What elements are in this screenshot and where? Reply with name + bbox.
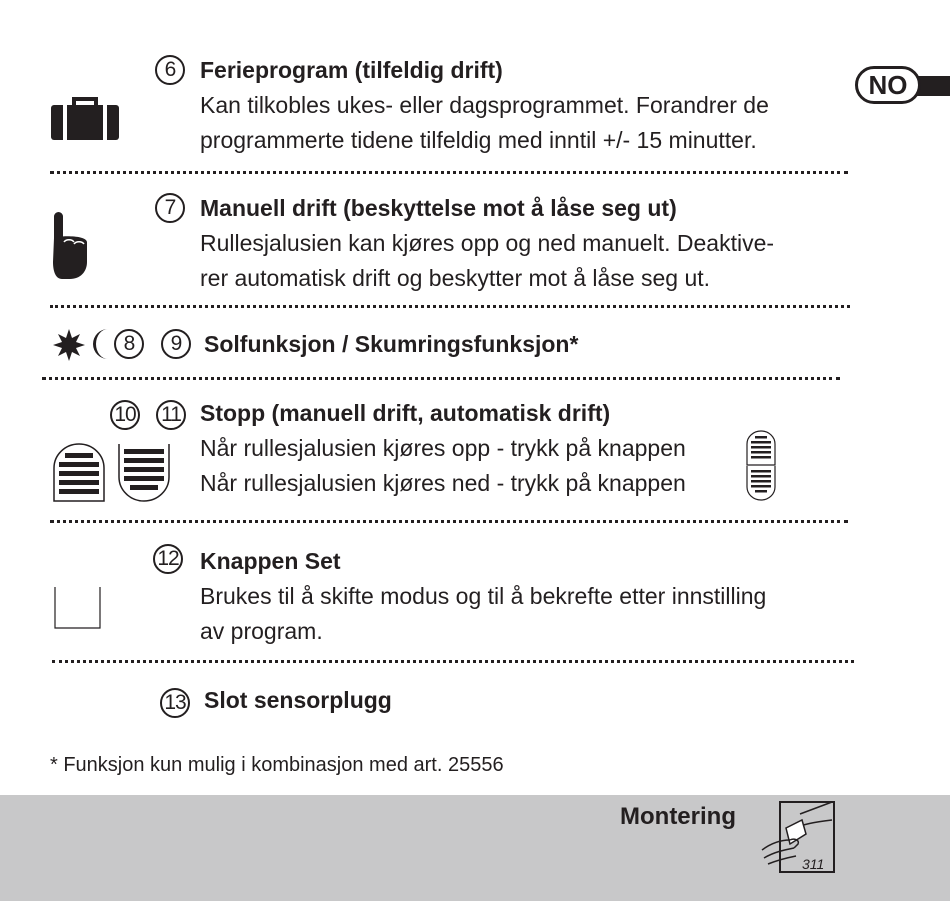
up-button-small-icon [746,430,776,466]
section-text-line: programmerte tidene tilfeldig med inntil +/- 15 minutter. [200,127,757,153]
up-button-icon [53,443,105,503]
pointing-hand-icon [50,212,90,280]
item-number: 9 [161,329,191,359]
section-title: Stopp (manuell drift, automatisk drift) [200,400,611,426]
dotted-divider [50,171,848,174]
section-text-line: Brukes til å skifte modus og til å bekrefte etter innstilling [200,583,767,609]
suitcase-icon [50,96,120,141]
mounting-icon [760,800,836,874]
footnote: * Funksjon kun mulig i kombinasjon med art. 25556 [50,754,504,776]
section-title: Knappen Set [200,548,341,574]
section-text-line: Kan tilkobles ukes- eller dagsprogrammet. Forandrer de [200,92,769,118]
down-button-small-icon [746,465,776,501]
moon-icon [88,327,112,361]
dotted-divider [50,305,850,308]
item-number: 12 [153,544,183,574]
section-title: Solfunksjon / Skumringsfunksjon* [204,331,579,357]
down-button-icon [118,443,170,503]
footer-section-title: Montering [620,803,736,830]
section-text-line: Når rullesjalusien kjøres opp - trykk på knappen [200,435,686,461]
section-text-line: Rullesjalusien kan kjøres opp og ned manuelt. Deaktive- [200,230,775,256]
section-title: Slot sensorplugg [204,687,392,713]
item-number: 11 [156,400,186,430]
item-number: 6 [155,55,185,85]
item-number: 10 [110,400,140,430]
page-number: 311 [802,856,825,872]
section-title: Ferieprogram (tilfeldig drift) [200,57,503,83]
dotted-divider [42,377,840,380]
sun-icon [52,328,86,362]
section-text-line: rer automatisk drift og beskytter mot å låse seg ut. [200,265,711,291]
item-number: 7 [155,193,185,223]
section-title: Manuell drift (beskyttelse mot å låse seg ut) [200,195,677,221]
language-badge: NO [855,66,921,104]
dotted-divider [50,520,848,523]
section-text-line: Når rullesjalusien kjøres ned - trykk på knappen [200,470,686,496]
item-number: 8 [114,329,144,359]
set-button-icon [54,586,102,630]
section-text-line: av program. [200,618,323,644]
item-number: 13 [160,688,190,718]
dotted-divider [52,660,854,663]
